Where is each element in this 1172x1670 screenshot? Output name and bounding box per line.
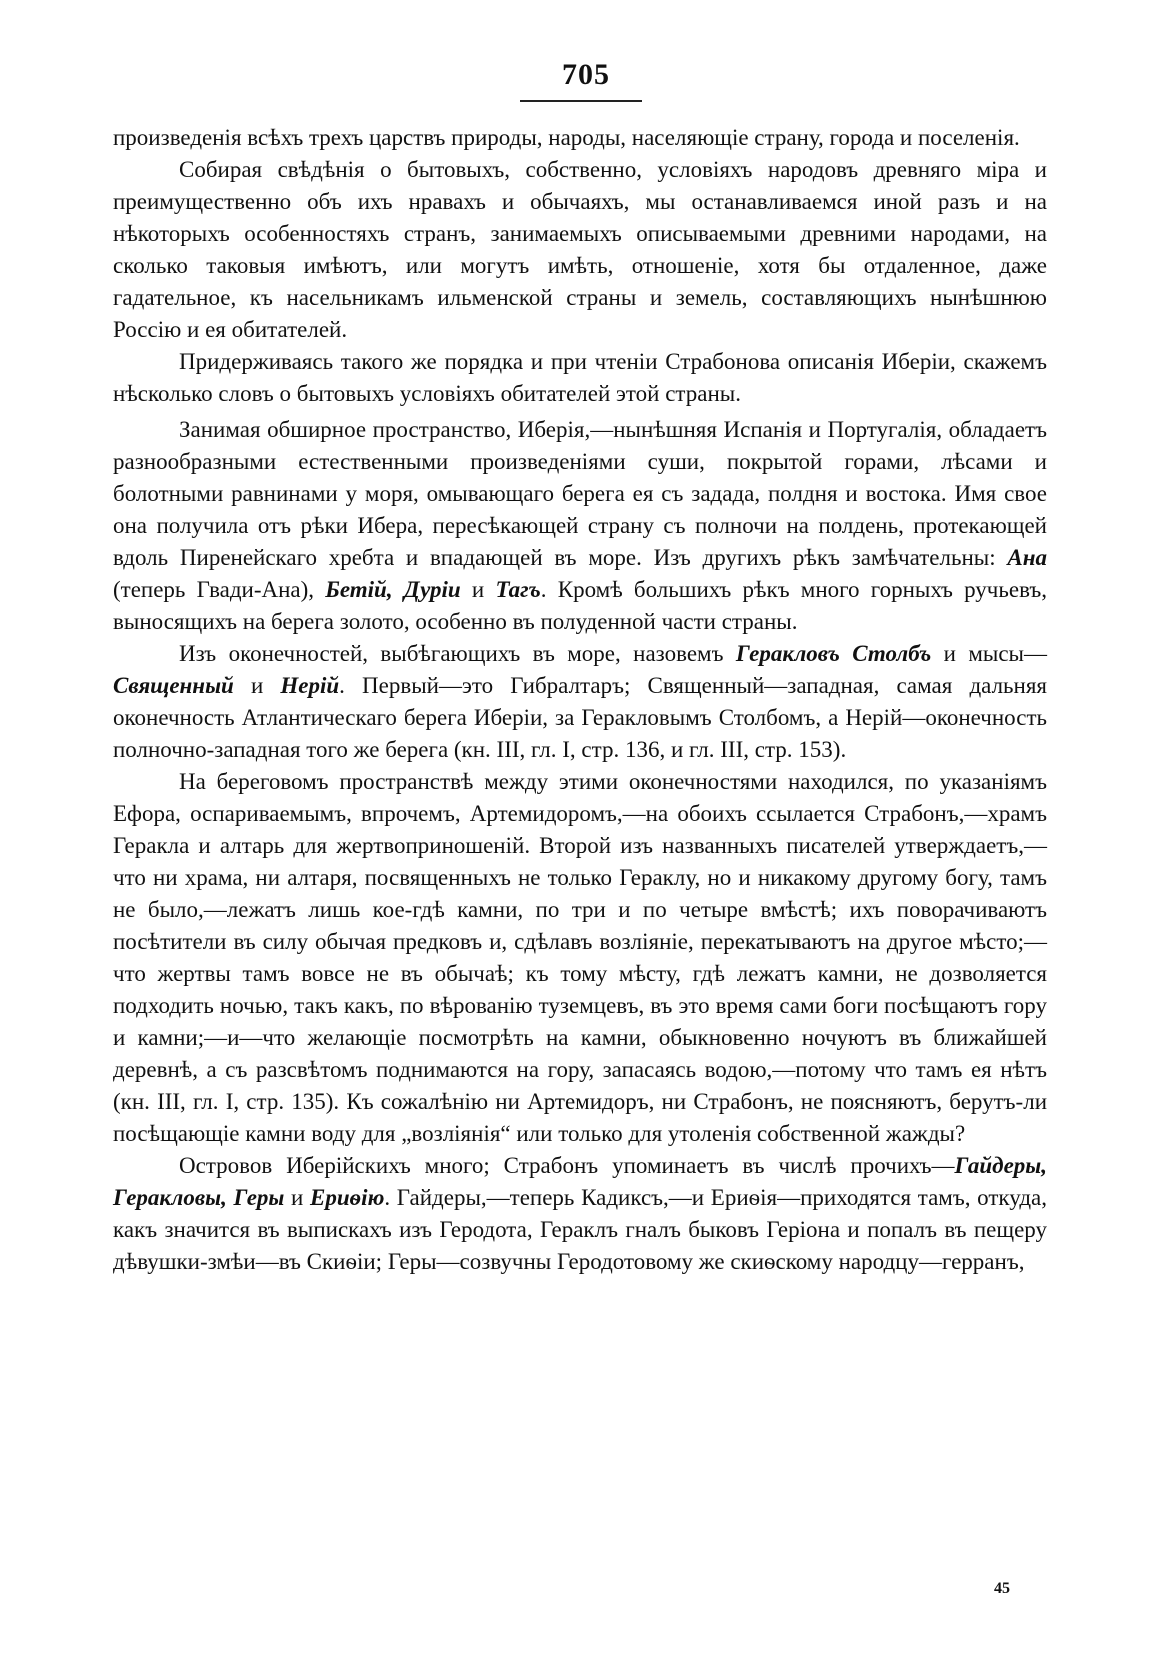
- text-segment: и: [460, 577, 496, 602]
- italic-term: Ериѳію: [310, 1185, 385, 1210]
- header-rule: [520, 100, 642, 102]
- italic-term: Тагъ: [495, 577, 541, 602]
- text-segment: . Первый—это Гибралтаръ; Священный—западная, самая дальняя оконечность Атлантическаго берега Иберіи, за Геракловымъ Столбомъ, а Нерій—оконечность полночно-западная того же берега (кн. III, гл. I, стр. 136, и гл. III, стр. 153).: [113, 673, 1047, 762]
- paragraph: [113, 154, 1047, 346]
- text-segment: . Гайдеры,—теперь Кадиксъ,—и Ериѳія—приходятся тамъ, откуда, какъ значится въ выпискахъ изъ Геродота, Гераклъ гналъ быковъ Геріона и попалъ въ пещеру дѣвушки-змѣи—въ Скиѳіи; Геры—созвучны Геродотовому же скиѳскому народцу—герранъ,: [113, 1185, 1047, 1274]
- paragraph: [113, 346, 1047, 410]
- italic-term: Ана: [1007, 545, 1047, 570]
- text-segment: произведенія всѣхъ трехъ царствъ природы, народы, населяющіе страну, города и поселенія.: [113, 125, 1020, 150]
- text-segment: . Кромѣ большихъ рѣкъ много горныхъ ручьевъ, выносящихъ на берега золото, особенно въ полуденной части страны.: [113, 577, 1047, 634]
- text-segment: Занимая обширное пространство, Иберія,—нынѣшняя Испанія и Португалія, обладаетъ разнообразными естественными произведеніями суши, покрытой горами, лѣсами и болотными равнинами у моря, омывающаго берега ея съ задада, полдня и востока. Имя свое она получила отъ рѣки Ибера, пересѣкающей страну съ полночи на полдень, протекающей вдоль Пиренейскаго хребта и впадающей въ море. Изъ другихъ рѣкъ замѣчательны:: [113, 417, 1047, 570]
- italic-term: Нерій: [280, 673, 340, 698]
- paragraph: [113, 766, 1047, 1150]
- paragraph: [113, 122, 1047, 154]
- italic-term: Геракловъ Столбъ: [735, 641, 932, 666]
- text-segment: и мысы—: [931, 641, 1048, 666]
- text-segment: и: [284, 1185, 311, 1210]
- paragraph: [113, 1150, 1047, 1278]
- text-segment: Островов Иберійскихъ много; Страбонъ упоминаетъ въ числѣ прочихъ—: [179, 1153, 955, 1178]
- text-segment: На береговомъ пространствѣ между этими оконечностями находился, по указаніямъ Ефора, оспариваемымъ, впрочемъ, Артемидоромъ,—на обоихъ ссылается Страбонъ,—храмъ Геракла и алтарь для жертвоприношеній. Второй изъ названныхъ писателей утверждаетъ,—что ни храма, ни алтаря, посвященныхъ не только Гераклу, но и никакому другому богу, тамъ не было,—лежатъ лишь кое-гдѣ камни, по три и по четыре вмѣстѣ; ихъ поворачиваютъ посѣтители въ силу обычая предковъ и, сдѣлавъ возліяніе, перекатываютъ на другое мѣсто;—что жертвы тамъ вовсе не въ обычаѣ; къ тому мѣсту, гдѣ лежатъ камни, не дозволяется подходить ночью, такъ какъ, по вѣрованію туземцевъ, въ это время сами боги посѣщаютъ гору и камни;—и—что желающіе посмотрѣть на камни, обыкновенно ночуютъ въ ближайшей деревнѣ, а съ разсвѣтомъ поднимаются на гору, запасаясь водою,—потому что тамъ ея нѣтъ (кн. III, гл. I, стр. 135). Къ сожалѣнію ни Артемидоръ, ни Страбонъ, не поясняютъ, берутъ-ли посѣщающіе камни воду для „возліянія“ или только для утоленія собственной жажды?: [113, 769, 1047, 1146]
- paragraph: [113, 414, 1047, 638]
- text-segment: Придерживаясь такого же порядка и при чтеніи Страбонова описанія Иберіи, скажемъ нѣсколько словъ о бытовыхъ условіяхъ обитателей этой страны.: [113, 349, 1047, 406]
- text-segment: Изъ оконечностей, выбѣгающихъ въ море, назовемъ: [179, 641, 736, 666]
- text-segment: (теперь Гвади-Ана),: [113, 577, 326, 602]
- page-number: 705: [562, 58, 610, 91]
- text-segment: и: [233, 673, 281, 698]
- signature-mark: 45: [994, 1580, 1010, 1597]
- text-segment: Собирая свѣдѣнія о бытовыхъ, собственно, условіяхъ народовъ древняго міра и преимущественно объ ихъ нравахъ и обычаяхъ, мы останавливаемся иной разъ и на нѣкоторыхъ особенностяхъ странъ, занимаемыхъ описываемыми древними народами, на сколько таковыя имѣютъ, или могутъ имѣть, отношеніе, хотя бы отдаленное, даже гадательное, къ насельникамъ ильменской страны и земель, составляющихъ нынѣшнюю Россію и ея обитателей.: [113, 157, 1047, 342]
- body-text: [113, 122, 1047, 1278]
- paragraph: [113, 638, 1047, 766]
- italic-term: Священный: [113, 673, 234, 698]
- italic-term: Бетій, Дуріи: [325, 577, 461, 602]
- italic-term: Гайдеры, Геракловы, Геры: [113, 1153, 1047, 1210]
